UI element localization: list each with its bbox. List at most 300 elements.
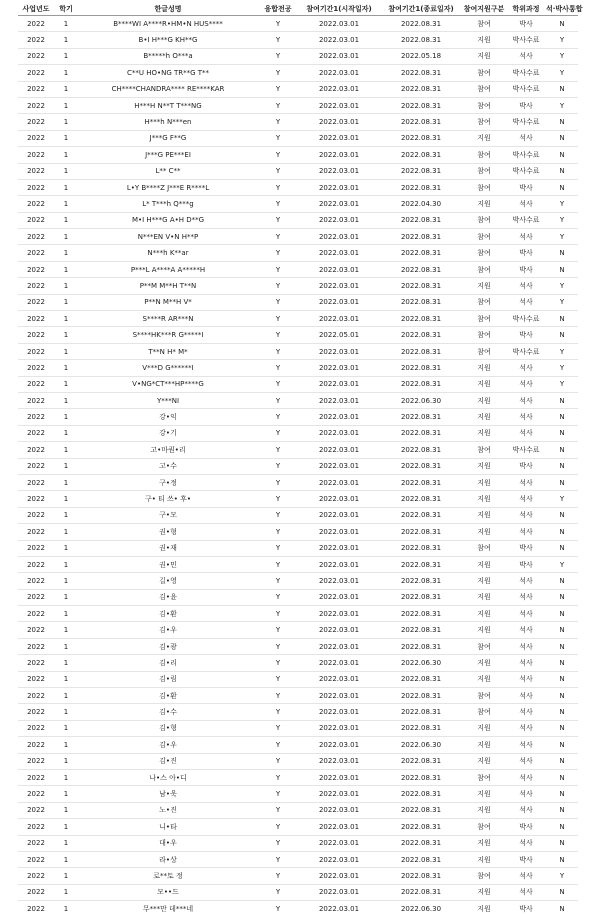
cell-support-type: 참여 — [462, 179, 506, 195]
cell-degree: 박사 — [506, 261, 546, 277]
cell-start-date: 2022.03.01 — [298, 540, 380, 556]
cell-degree: 석사 — [506, 130, 546, 146]
cell-convergence-major: Y — [258, 147, 298, 163]
table-row — [18, 458, 578, 474]
cell-integrated: N — [546, 524, 578, 540]
cell-convergence-major: Y — [258, 261, 298, 277]
cell-convergence-major: Y — [258, 835, 298, 851]
cell-convergence-major: Y — [258, 278, 298, 294]
cell-end-date: 2022.08.31 — [380, 769, 462, 785]
cell-year: 2022 — [18, 360, 54, 376]
cell-end-date: 2022.06.30 — [380, 655, 462, 671]
header-korean-name: 한글성명 — [78, 2, 258, 16]
cell-end-date: 2022.08.31 — [380, 245, 462, 261]
cell-integrated: N — [546, 179, 578, 195]
cell-start-date: 2022.03.01 — [298, 48, 380, 64]
table-row — [18, 196, 578, 212]
cell-semester: 1 — [54, 327, 78, 343]
cell-start-date: 2022.03.01 — [298, 130, 380, 146]
cell-semester: 1 — [54, 556, 78, 572]
cell-start-date: 2022.03.01 — [298, 294, 380, 310]
cell-start-date: 2022.03.01 — [298, 81, 380, 97]
cell-name: P**N M**H V* — [78, 294, 258, 310]
table-row — [18, 688, 578, 704]
cell-integrated: N — [546, 81, 578, 97]
cell-name: H***h N***en — [78, 114, 258, 130]
cell-support-type: 지원 — [462, 786, 506, 802]
cell-name: 김•광 — [78, 638, 258, 654]
cell-year: 2022 — [18, 491, 54, 507]
cell-convergence-major: Y — [258, 376, 298, 392]
cell-degree: 박사 — [506, 819, 546, 835]
table-row — [18, 245, 578, 261]
cell-end-date: 2022.08.31 — [380, 507, 462, 523]
cell-support-type: 지원 — [462, 360, 506, 376]
cell-semester: 1 — [54, 474, 78, 490]
cell-name: 김•환 — [78, 688, 258, 704]
cell-convergence-major: Y — [258, 769, 298, 785]
cell-name: 노•진 — [78, 802, 258, 818]
cell-support-type: 참여 — [462, 245, 506, 261]
cell-support-type: 참여 — [462, 163, 506, 179]
cell-end-date: 2022.08.31 — [380, 409, 462, 425]
cell-end-date: 2022.08.31 — [380, 786, 462, 802]
cell-start-date: 2022.03.01 — [298, 196, 380, 212]
cell-convergence-major: Y — [258, 179, 298, 195]
cell-end-date: 2022.08.31 — [380, 65, 462, 81]
cell-start-date: 2022.03.01 — [298, 704, 380, 720]
table-row — [18, 48, 578, 64]
cell-integrated: N — [546, 638, 578, 654]
table-row — [18, 737, 578, 753]
cell-integrated: Y — [546, 212, 578, 228]
cell-end-date: 2022.08.31 — [380, 163, 462, 179]
cell-name: 김•우 — [78, 622, 258, 638]
cell-start-date: 2022.03.01 — [318, 904, 360, 913]
cell-start-date: 2022.03.01 — [298, 179, 380, 195]
cell-semester: 1 — [54, 540, 78, 556]
cell-end-date: 2022.06.30 — [380, 392, 462, 408]
table-row — [18, 442, 578, 458]
cell-year: 2022 — [18, 343, 54, 359]
cell-convergence-major: Y — [258, 311, 298, 327]
cell-semester: 1 — [54, 245, 78, 261]
cell-semester: 1 — [54, 606, 78, 622]
cell-integrated: N — [546, 130, 578, 146]
table-header-row — [18, 2, 578, 16]
cell-start-date: 2022.03.01 — [298, 376, 380, 392]
table-row — [18, 294, 578, 310]
cell-integrated: N — [546, 819, 578, 835]
cell-degree: 박사 — [506, 327, 546, 343]
cell-support-type: 참여 — [462, 81, 506, 97]
cell-integrated: Y — [546, 491, 578, 507]
cell-start-date: 2022.03.01 — [298, 458, 380, 474]
cell-degree: 석사 — [506, 474, 546, 490]
table-row — [18, 409, 578, 425]
table-row — [18, 147, 578, 163]
cell-name: 김•진 — [78, 753, 258, 769]
cell-semester: 1 — [54, 671, 78, 687]
cell-integrated: N — [546, 573, 578, 589]
cell-start-date: 2022.03.01 — [298, 392, 380, 408]
cell-degree: 석사 — [506, 491, 546, 507]
cell-start-date: 2022.03.01 — [298, 442, 380, 458]
cell-end-date: 2022.06.30 — [380, 737, 462, 753]
cell-name: S****HK***R G*****I — [78, 327, 258, 343]
cell-year: 2022 — [18, 474, 54, 490]
cell-name: 니•타 — [78, 819, 258, 835]
cell-semester: 1 — [54, 769, 78, 785]
cell-name: 김•리 — [78, 655, 258, 671]
cell-end-date: 2022.08.31 — [380, 97, 462, 113]
cell-end-date: 2022.08.31 — [380, 229, 462, 245]
cell-end-date: 2022.05.18 — [380, 48, 462, 64]
cell-support-type: 지원 — [462, 720, 506, 736]
cell-start-date: 2022.03.01 — [298, 835, 380, 851]
cell-year: 2022 — [18, 835, 54, 851]
cell-support-type: 지원 — [462, 524, 506, 540]
cell-semester: 1 — [54, 163, 78, 179]
cell-year: 2022 — [18, 638, 54, 654]
cell-support-type: 참여 — [462, 638, 506, 654]
cell-year: 2022 — [18, 392, 54, 408]
cell-degree: 석사 — [506, 196, 546, 212]
cell-integrated: N — [546, 16, 578, 32]
cell-name: 고•수 — [78, 458, 258, 474]
cell-name: V***D G******I — [78, 360, 258, 376]
cell-end-date: 2022.08.31 — [380, 343, 462, 359]
cell-end-date: 2022.08.31 — [380, 819, 462, 835]
cell-year: 2022 — [18, 114, 54, 130]
cell-degree: 석사 — [506, 884, 546, 900]
cell-degree: 석사 — [506, 753, 546, 769]
cell-degree: 석사 — [506, 589, 546, 605]
cell-year: 2022 — [18, 179, 54, 195]
cell-degree: 박사 — [506, 458, 546, 474]
cell-integrated: Y — [546, 278, 578, 294]
cell-end-date: 2022.08.31 — [380, 376, 462, 392]
cell-degree: 박사수료 — [506, 147, 546, 163]
cell-semester: 1 — [54, 589, 78, 605]
cell-semester: 1 — [54, 851, 78, 867]
table-row — [18, 835, 578, 851]
cell-year: 2022 — [18, 97, 54, 113]
cell-convergence-major: Y — [258, 229, 298, 245]
cell-integrated: N — [546, 114, 578, 130]
table-row — [18, 589, 578, 605]
cell-support-type: 참여 — [462, 147, 506, 163]
cell-name: 권•민 — [78, 556, 258, 572]
cell-year: 2022 — [18, 540, 54, 556]
cell-degree: 박사 — [506, 556, 546, 572]
cell-semester: 1 — [63, 904, 69, 913]
cell-semester: 1 — [54, 376, 78, 392]
cell-convergence-major: Y — [258, 343, 298, 359]
table-row — [18, 753, 578, 769]
cell-semester: 1 — [54, 655, 78, 671]
cell-semester: 1 — [54, 753, 78, 769]
cell-support-type: 지원 — [462, 278, 506, 294]
cell-integrated: Y — [546, 97, 578, 113]
cell-support-type: 참여 — [462, 114, 506, 130]
cell-degree: 석사 — [506, 737, 546, 753]
cell-integrated: N — [546, 720, 578, 736]
cell-year: 2022 — [18, 720, 54, 736]
cell-support-type: 지원 — [462, 474, 506, 490]
cell-year: 2022 — [18, 229, 54, 245]
cell-support-type: 지원 — [462, 884, 506, 900]
cell-support-type: 지원 — [462, 573, 506, 589]
cell-support-type: 지원 — [462, 425, 506, 441]
cell-convergence-major: Y — [258, 556, 298, 572]
cell-start-date: 2022.03.01 — [298, 819, 380, 835]
cell-name: L* T***h Q***g — [78, 196, 258, 212]
cell-year: 2022 — [18, 294, 54, 310]
table-row — [18, 540, 578, 556]
cell-end-date: 2022.08.31 — [380, 360, 462, 376]
cell-convergence-major: Y — [258, 540, 298, 556]
cell-name: 남•욱 — [78, 786, 258, 802]
cell-semester: 1 — [54, 294, 78, 310]
cell-support-type: 참여 — [462, 261, 506, 277]
cell-end-date: 2022.08.31 — [380, 851, 462, 867]
cell-end-date: 2022.08.31 — [380, 638, 462, 654]
cell-start-date: 2022.03.01 — [298, 409, 380, 425]
cell-integrated: N — [546, 704, 578, 720]
cell-semester: 1 — [54, 212, 78, 228]
cell-start-date: 2022.03.01 — [298, 343, 380, 359]
cell-semester: 1 — [54, 311, 78, 327]
cell-semester: 1 — [54, 48, 78, 64]
table-row — [18, 425, 578, 441]
cell-integrated: Y — [546, 360, 578, 376]
cell-integrated: Y — [546, 376, 578, 392]
cell-year: 2022 — [18, 573, 54, 589]
cell-name: 라•상 — [78, 851, 258, 867]
cell-end-date: 2022.08.31 — [380, 81, 462, 97]
cell-support-type: 참여 — [462, 819, 506, 835]
cell-name: 길•영 — [78, 573, 258, 589]
cell-name: 고•마퀀•리 — [78, 442, 258, 458]
cell-semester: 1 — [54, 278, 78, 294]
cell-year: 2022 — [18, 65, 54, 81]
table-row — [18, 261, 578, 277]
cell-year: 2022 — [18, 753, 54, 769]
cell-start-date: 2022.03.01 — [298, 212, 380, 228]
cell-convergence-major: Y — [258, 294, 298, 310]
cell-support-type: 참여 — [462, 97, 506, 113]
cell-start-date: 2022.03.01 — [298, 737, 380, 753]
table-row — [18, 704, 578, 720]
cell-end-date: 2022.08.31 — [380, 16, 462, 32]
cell-year: 2022 — [18, 786, 54, 802]
table-row — [18, 114, 578, 130]
cell-integrated: N — [546, 786, 578, 802]
cell-support-type: 지원 — [462, 802, 506, 818]
cell-end-date: 2022.08.31 — [380, 753, 462, 769]
cell-year: 2022 — [18, 737, 54, 753]
cell-degree: 석사 — [506, 868, 546, 884]
cell-name: 김•우 — [78, 737, 258, 753]
cell-convergence-major: Y — [258, 114, 298, 130]
cell-year: 2022 — [18, 704, 54, 720]
cell-start-date: 2022.03.01 — [298, 556, 380, 572]
cell-support-type: 참여 — [462, 212, 506, 228]
cell-semester: 1 — [54, 16, 78, 32]
cell-degree: 박사수료 — [506, 343, 546, 359]
table-row — [18, 638, 578, 654]
table-row — [18, 32, 578, 48]
table-row — [18, 16, 578, 32]
cell-convergence-major: Y — [258, 245, 298, 261]
cell-support-type: 지원 — [462, 737, 506, 753]
cell-year: 2022 — [18, 507, 54, 523]
cell-start-date: 2022.03.01 — [298, 851, 380, 867]
cell-degree: 석사 — [506, 606, 546, 622]
cell-semester: 1 — [54, 737, 78, 753]
cell-name: CH****CHANDRA**** RE****KAR — [78, 81, 258, 97]
cell-semester: 1 — [54, 704, 78, 720]
cell-semester: 1 — [54, 409, 78, 425]
cell-end-date: 2022.08.31 — [380, 884, 462, 900]
cell-convergence-major: Y — [258, 32, 298, 48]
cell-degree: 석사 — [506, 425, 546, 441]
cell-support-type: 참여 — [462, 769, 506, 785]
cell-name: 김•윤 — [78, 589, 258, 605]
cell-convergence-major: Y — [258, 425, 298, 441]
cell-semester: 1 — [54, 458, 78, 474]
participant-list-document — [18, 2, 583, 916]
cell-name: T**N H* M* — [78, 343, 258, 359]
cell-integrated: N — [546, 245, 578, 261]
cell-end-date: 2022.08.31 — [380, 491, 462, 507]
table-row — [18, 343, 578, 359]
cell-convergence-major: Y — [258, 65, 298, 81]
cell-end-date: 2022.08.31 — [380, 442, 462, 458]
cell-convergence-major: Y — [258, 753, 298, 769]
cell-year: 2022 — [27, 904, 45, 913]
cell-end-date: 2022.08.31 — [380, 671, 462, 687]
cell-semester: 1 — [54, 786, 78, 802]
cell-semester: 1 — [54, 835, 78, 851]
cell-integrated: Y — [546, 196, 578, 212]
cell-integrated: N — [546, 589, 578, 605]
header-integrated-program: 석·박사통합 — [546, 2, 578, 16]
cell-name: B****WI A****R•HM•N HUS**** — [78, 16, 258, 32]
cell-start-date: 2022.03.01 — [298, 507, 380, 523]
cell-integrated: Y — [546, 343, 578, 359]
cell-name: J***G F**G — [78, 130, 258, 146]
cell-start-date: 2022.03.01 — [298, 868, 380, 884]
cell-support-type: 지원 — [462, 392, 506, 408]
cell-degree: 박사수료 — [506, 81, 546, 97]
table-row — [18, 802, 578, 818]
cell-year: 2022 — [18, 589, 54, 605]
cell-start-date: 2022.03.01 — [298, 769, 380, 785]
cell-start-date: 2022.03.01 — [298, 491, 380, 507]
cell-support-type: 지원 — [462, 851, 506, 867]
header-support-type: 참여지원구분 — [462, 2, 506, 16]
table-row — [18, 392, 578, 408]
cell-semester: 1 — [54, 97, 78, 113]
cell-end-date: 2022.08.31 — [380, 622, 462, 638]
cell-start-date: 2022.03.01 — [298, 97, 380, 113]
cell-integrated: N — [546, 392, 578, 408]
cell-year: 2022 — [18, 442, 54, 458]
cell-start-date: 2022.03.01 — [298, 786, 380, 802]
cell-degree: 석사 — [506, 688, 546, 704]
cell-year: 2022 — [18, 556, 54, 572]
cell-integrated: Y — [546, 294, 578, 310]
cell-degree: 박사 — [506, 540, 546, 556]
cell-year: 2022 — [18, 851, 54, 867]
cell-semester: 1 — [54, 425, 78, 441]
cell-semester: 1 — [54, 868, 78, 884]
cell-convergence-major: Y — [258, 130, 298, 146]
table-row — [18, 622, 578, 638]
cell-name: 구•정 — [78, 474, 258, 490]
cell-year: 2022 — [18, 32, 54, 48]
table-row — [18, 311, 578, 327]
cell-integrated: N — [546, 327, 578, 343]
cell-semester: 1 — [54, 261, 78, 277]
cell-convergence-major: Y — [258, 704, 298, 720]
table-row — [18, 884, 578, 900]
cell-name: 김•형 — [78, 720, 258, 736]
cell-convergence-major: Y — [258, 196, 298, 212]
cell-semester: 1 — [54, 491, 78, 507]
table-row — [18, 786, 578, 802]
cell-integrated: Y — [546, 65, 578, 81]
cell-degree: 석사 — [506, 622, 546, 638]
cell-integrated: N — [546, 671, 578, 687]
cell-start-date: 2022.03.01 — [298, 589, 380, 605]
cell-semester: 1 — [54, 524, 78, 540]
cell-start-date: 2022.03.01 — [298, 245, 380, 261]
cell-year: 2022 — [18, 524, 54, 540]
cell-year: 2022 — [18, 327, 54, 343]
cell-support-type: 지원 — [462, 48, 506, 64]
cell-degree: 석사 — [506, 573, 546, 589]
cell-year: 2022 — [18, 130, 54, 146]
cell-year: 2022 — [18, 81, 54, 97]
header-convergence-major: 융합전공 — [258, 2, 298, 16]
cell-year: 2022 — [18, 196, 54, 212]
cell-convergence-major: Y — [258, 819, 298, 835]
cell-end-date: 2022.08.31 — [380, 704, 462, 720]
cell-name: 구• 티 쓰• 후• — [78, 491, 258, 507]
table-row — [18, 769, 578, 785]
cell-support-type: 지원 — [462, 655, 506, 671]
cell-degree: 석사 — [506, 704, 546, 720]
cell-start-date: 2022.03.01 — [298, 114, 380, 130]
cell-convergence-major: Y — [258, 16, 298, 32]
cell-support-type: 참여 — [462, 65, 506, 81]
cell-support-type: 지원 — [462, 606, 506, 622]
cell-semester: 1 — [54, 360, 78, 376]
cell-year: 2022 — [18, 261, 54, 277]
cell-convergence-major: Y — [258, 507, 298, 523]
cell-convergence-major: Y — [258, 458, 298, 474]
cell-end-date: 2022.08.31 — [380, 147, 462, 163]
cell-year: 2022 — [18, 409, 54, 425]
table-row — [18, 655, 578, 671]
table-row — [18, 868, 578, 884]
cell-convergence-major: Y — [258, 442, 298, 458]
cell-integrated: N — [546, 311, 578, 327]
cell-support-type: 지원 — [462, 32, 506, 48]
